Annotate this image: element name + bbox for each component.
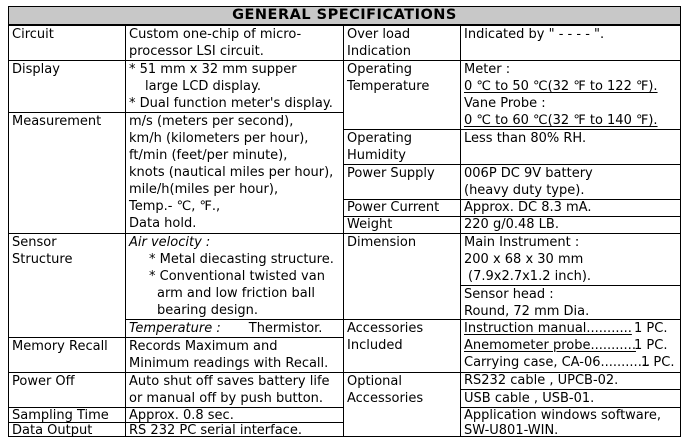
- dimension-main-cell: [460, 233, 681, 285]
- accessories-value-cell: [460, 319, 681, 372]
- sensor-label: Structure: [12, 252, 73, 267]
- display-line: * Dual function meter's display.: [129, 96, 333, 111]
- dimension-label: Dimension: [347, 235, 417, 250]
- op-temp-value-cell: [460, 60, 681, 129]
- sensor-temp-cell: [125, 319, 343, 337]
- dimension-label-cell: [343, 233, 460, 319]
- power-current-value: Approx. DC 8.3 mA.: [464, 200, 592, 215]
- optional-label: Accessories: [347, 391, 424, 406]
- overload-label-cell: [343, 25, 460, 60]
- accessory-qty: 1 PC.: [634, 321, 668, 336]
- accessories-label-cell: [343, 319, 460, 372]
- circuit-label-cell: [8, 25, 125, 60]
- accessory-name: Carrying case, CA-06............: [464, 355, 651, 370]
- display-line: large LCD display.: [145, 79, 261, 94]
- optional-item-cell: [460, 372, 681, 389]
- dimension-sensor-line: Sensor head :: [464, 287, 554, 302]
- temperature-value: Thermistor.: [248, 321, 323, 336]
- memory-value-cell: [125, 337, 343, 372]
- meter-label: Meter :: [464, 62, 511, 77]
- optional-item: RS232 cable , UPCB-02.: [464, 373, 619, 388]
- power-off-label: Power Off: [12, 374, 75, 389]
- meter-range: 0 ℃ to 50 ℃(32 ℉ to 122 ℉).: [464, 79, 658, 94]
- accessory-name: Instruction manual...........: [464, 321, 632, 336]
- power-supply-label: Power Supply: [347, 166, 435, 181]
- accessory-qty: 1 PC.: [634, 338, 668, 353]
- optional-label-cell: [343, 372, 460, 437]
- power-supply-line: (heavy duty type).: [464, 183, 585, 198]
- probe-label: Vane Probe :: [464, 96, 546, 111]
- power-supply-label-cell: [343, 164, 460, 199]
- display-label-cell: [8, 60, 125, 112]
- memory-line: Minimum readings with Recall.: [129, 356, 329, 371]
- power-off-value-cell: [125, 372, 343, 407]
- optional-item: SW-U801-WIN.: [464, 423, 559, 437]
- sampling-label-cell: [8, 407, 125, 422]
- sampling-label: Sampling Time: [12, 408, 109, 422]
- optional-item-cell: [460, 389, 681, 407]
- measurement-label-cell: [8, 112, 125, 233]
- sensor-line: * Metal diecasting structure.: [149, 252, 334, 267]
- power-supply-line: 006P DC 9V battery: [464, 166, 593, 181]
- accessories-label: Accessories: [347, 321, 424, 336]
- op-temp-label: Temperature: [347, 79, 430, 94]
- sensor-line: bearing design.: [157, 303, 259, 318]
- weight-value: 220 g/0.48 LB.: [464, 217, 559, 232]
- optional-item-cell: [460, 407, 681, 437]
- power-off-line: or manual off by push button.: [129, 391, 324, 406]
- dimension-main-line: (7.9x2.7x1.2 inch).: [468, 269, 592, 284]
- power-supply-value-cell: [460, 164, 681, 199]
- accessory-qty: 1 PC.: [641, 355, 675, 370]
- measurement-line: m/s (meters per second),: [129, 114, 294, 129]
- op-temp-label: Operating: [347, 62, 412, 77]
- table-title: GENERAL SPECIFICATIONS: [8, 6, 681, 25]
- power-off-label-cell: [8, 372, 125, 407]
- sensor-line: arm and low friction ball: [157, 286, 315, 301]
- op-humidity-value: Less than 80% RH.: [464, 131, 587, 146]
- power-off-line: Auto shut off saves battery life: [129, 374, 330, 389]
- op-humidity-value-cell: [460, 129, 681, 164]
- optional-item: USB cable , USB-01.: [464, 391, 595, 406]
- measurement-line: km/h (kilometers per hour),: [129, 131, 309, 146]
- overload-value-cell: [460, 25, 681, 60]
- measurement-value-cell: [125, 112, 343, 233]
- dimension-main-line: 200 x 68 x 30 mm: [464, 252, 584, 267]
- specifications-table: [8, 6, 681, 437]
- power-current-label-cell: [343, 199, 460, 216]
- data-output-value: RS 232 PC serial interface.: [129, 423, 302, 437]
- sampling-value-cell: [125, 407, 343, 422]
- dimension-sensor-cell: [460, 285, 681, 319]
- weight-label-cell: [343, 216, 460, 233]
- overload-label: Indication: [347, 44, 411, 59]
- circuit-label: Circuit: [12, 27, 54, 42]
- op-temp-label-cell: [343, 60, 460, 129]
- display-label: Display: [12, 62, 60, 77]
- temperature-label: Temperature :: [129, 321, 221, 336]
- dimension-main-line: Main Instrument :: [464, 235, 580, 250]
- data-output-label: Data Output: [12, 423, 93, 437]
- accessory-item: [464, 337, 681, 354]
- display-line: * 51 mm x 32 mm supper: [129, 62, 297, 77]
- probe-range: 0 ℃ to 60 ℃(32 ℉ to 140 ℉).: [464, 113, 658, 128]
- circuit-line: Custom one-chip of micro-: [129, 27, 302, 42]
- accessory-item: [464, 320, 681, 337]
- memory-line: Records Maximum and: [129, 339, 278, 354]
- circuit-line: processor LSI circuit.: [129, 44, 264, 59]
- data-output-value-cell: [125, 422, 343, 437]
- circuit-value-cell: [125, 25, 343, 60]
- sampling-value: Approx. 0.8 sec.: [129, 408, 234, 422]
- measurement-label: Measurement: [12, 114, 102, 129]
- optional-item: Application windows software,: [464, 408, 661, 423]
- measurement-line: mile/h(miles per hour),: [129, 182, 279, 197]
- data-output-label-cell: [8, 422, 125, 437]
- power-current-label: Power Current: [347, 200, 440, 215]
- sensor-air-cell: [125, 233, 343, 319]
- op-humidity-label: Operating: [347, 131, 412, 146]
- sensor-label-cell: [8, 233, 125, 337]
- accessory-item: [464, 354, 681, 371]
- measurement-line: knots (nautical miles per hour),: [129, 165, 334, 180]
- measurement-line: ft/min (feet/per minute),: [129, 148, 288, 163]
- display-value-cell: [125, 60, 343, 112]
- memory-label: Memory Recall: [12, 339, 108, 354]
- op-humidity-label: Humidity: [347, 148, 406, 163]
- sensor-line: * Conventional twisted van: [149, 269, 325, 284]
- weight-label: Weight: [347, 217, 393, 232]
- overload-value: Indicated by " - - - - ".: [464, 27, 605, 42]
- measurement-line: Data hold.: [129, 216, 197, 231]
- measurement-line: Temp.- ℃, ℉.,: [129, 199, 221, 214]
- accessories-label: Included: [347, 338, 403, 353]
- air-velocity-label: Air velocity :: [129, 235, 211, 250]
- dimension-sensor-line: Round, 72 mm Dia.: [464, 304, 590, 319]
- sensor-label: Sensor: [12, 235, 57, 250]
- weight-value-cell: [460, 216, 681, 233]
- overload-label: Over load: [347, 27, 411, 42]
- power-current-value-cell: [460, 199, 681, 216]
- memory-label-cell: [8, 337, 125, 372]
- optional-label: Optional: [347, 374, 402, 389]
- accessory-name: Anemometer probe...........: [464, 338, 636, 353]
- op-humidity-label-cell: [343, 129, 460, 164]
